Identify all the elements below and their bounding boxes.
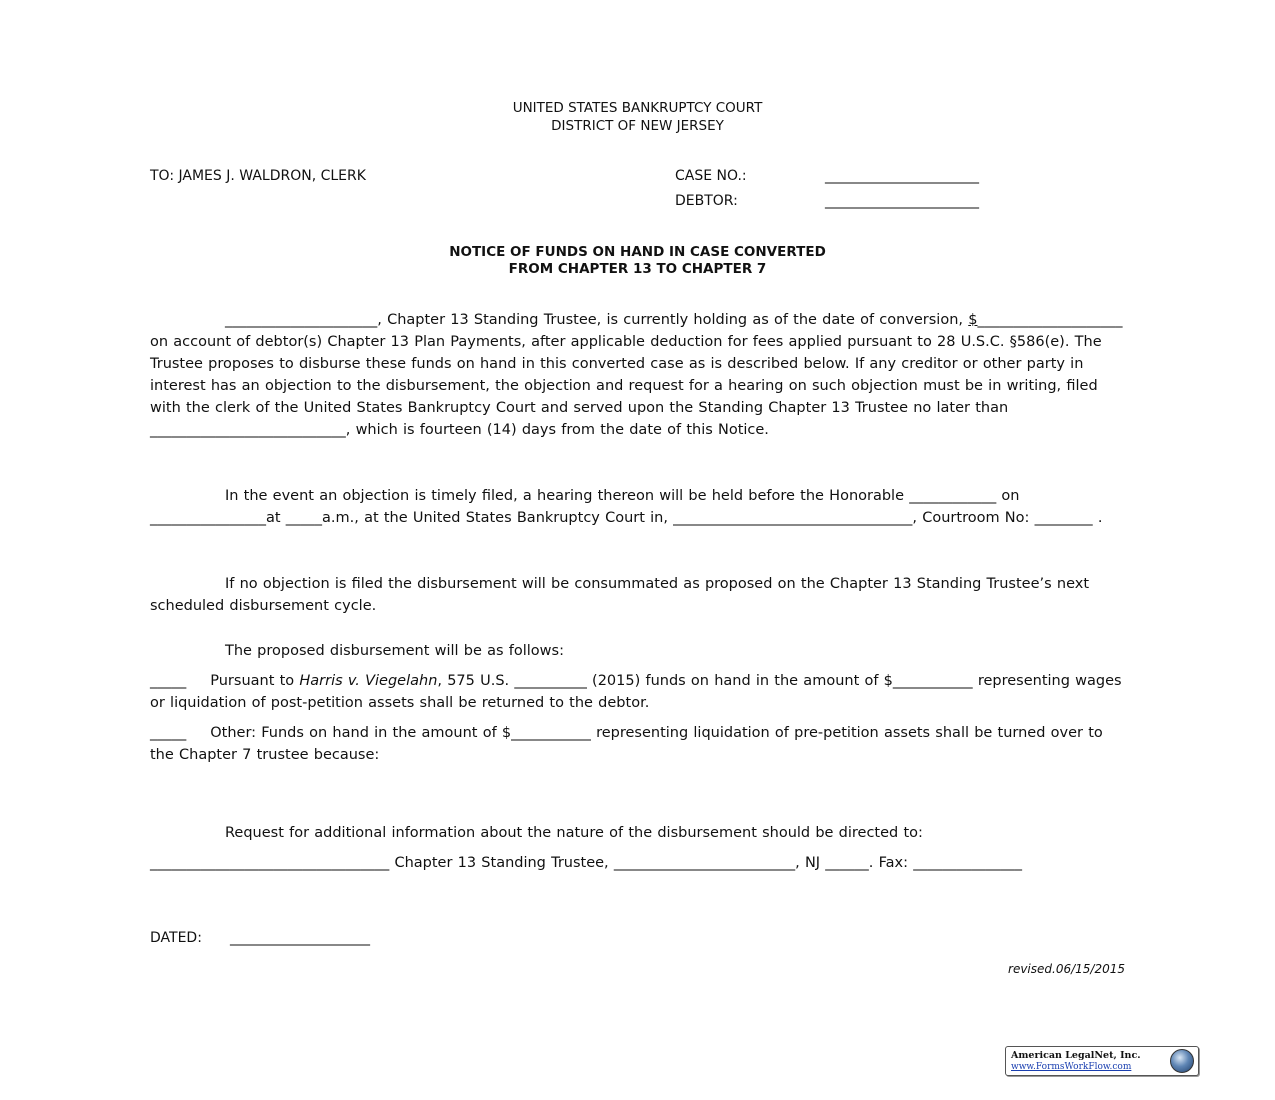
option-turn-over: _____ Other: Funds on hand in the amount of $___________ representing liquidation of pre-petition assets shall be turned over to the Chapter 7 trustee because: <box>150 725 1103 763</box>
publisher-link[interactable]: www.FormsWorkFlow.com <box>1011 1062 1132 1072</box>
funds-amount-blank[interactable]: ____________________ <box>977 312 1123 328</box>
court-name: UNITED STATES BANKRUPTCY COURT <box>512 100 763 116</box>
paragraph-proposed: The proposed disbursement will be as follows: <box>225 643 564 659</box>
option-2-checkbox-blank[interactable]: _____ <box>150 725 187 741</box>
globe-icon <box>1170 1049 1194 1073</box>
debtor-blank[interactable]: ______________________ <box>825 193 979 209</box>
judge-name-blank[interactable]: ____________ <box>909 488 997 504</box>
case-number-label: CASE NO.: <box>675 168 747 184</box>
notice-subtitle: FROM CHAPTER 13 TO CHAPTER 7 <box>508 261 767 277</box>
addressee: TO: JAMES J. WALDRON, CLERK <box>150 168 366 184</box>
publisher-name: American LegalNet, Inc. <box>1011 1050 1141 1061</box>
court-district: DISTRICT OF NEW JERSEY <box>551 118 724 134</box>
citation-page-blank[interactable]: __________ <box>514 673 587 689</box>
debtor-amount-blank[interactable]: ___________ <box>892 673 973 689</box>
objection-deadline-blank[interactable]: ___________________________ <box>150 422 346 438</box>
dated-blank[interactable]: ____________________ <box>230 930 370 946</box>
option-return-to-debtor: _____ Pursuant to Harris v. Viegelahn, 575 U.S. __________ (2015) funds on hand in the amount of $___________ representing wages or liquidation of post-petition assets shall be returned to the debtor. <box>150 673 1122 711</box>
court-location-blank[interactable]: _________________________________ <box>673 510 913 526</box>
courtroom-number-blank[interactable]: ________ <box>1034 510 1093 526</box>
trustee-zip-blank[interactable]: ______ <box>825 855 869 871</box>
turnover-amount-blank[interactable]: ___________ <box>511 725 591 741</box>
paragraph-request-info: Request for additional information about the nature of the disbursement should be directed to: <box>225 825 923 841</box>
trustee-city-blank[interactable]: _________________________ <box>613 855 796 871</box>
publisher-logo[interactable] <box>1005 1046 1199 1076</box>
paragraph-funds-held: _____________________, Chapter 13 Standing Trustee, is currently holding as of the date of conversion, $____________________ on account of debtor(s) Chapter 13 Plan Payments, after applicable deduction for fees applied pursuant to 28 U.S.C. §586(e). The Trustee proposes to disburse these funds on hand in this converted case as is described below. If any creditor or other party in interest has an objection to the disbursement, the objection and request for a hearing on such objection must be in writing, filed with the clerk of the United States Bankruptcy Court and served upon the Standing Chapter 13 Trustee no later than ___________________________, which is fourteen (14) days from the date of this Notice. <box>150 312 1123 438</box>
trustee-contact-name-blank[interactable]: _________________________________ <box>150 855 390 871</box>
hearing-date-blank[interactable]: ________________ <box>150 510 266 526</box>
trustee-name-blank[interactable]: _____________________ <box>225 312 378 328</box>
debtor-label: DEBTOR: <box>675 193 738 209</box>
case-citation: Harris v. Viegelahn <box>299 673 438 689</box>
paragraph-hearing: In the event an objection is timely filed, a hearing thereon will be held before the Honorable ____________ on ________________at _____a.m., at the United States Bankruptcy Court in, _________________________________, Courtroom No: ________ . <box>150 488 1103 526</box>
trustee-contact: _________________________________ Chapter 13 Standing Trustee, _________________________, NJ ______. Fax: _______________ <box>150 855 1022 871</box>
option-1-checkbox-blank[interactable]: _____ <box>150 673 187 689</box>
dated-label: DATED: <box>150 930 202 946</box>
case-number-blank[interactable]: ______________________ <box>825 168 979 184</box>
revision-date: revised.06/15/2015 <box>1008 962 1125 976</box>
paragraph-no-objection: If no objection is filed the disbursement will be consummated as proposed on the Chapter 13 Standing Trustee’s next scheduled disbursement cycle. <box>150 576 1090 614</box>
notice-title: NOTICE OF FUNDS ON HAND IN CASE CONVERTED <box>449 244 826 260</box>
trustee-fax-blank[interactable]: _______________ <box>913 855 1022 871</box>
dollar-sign: $ <box>968 312 978 328</box>
hearing-time-blank[interactable]: _____ <box>285 510 323 526</box>
